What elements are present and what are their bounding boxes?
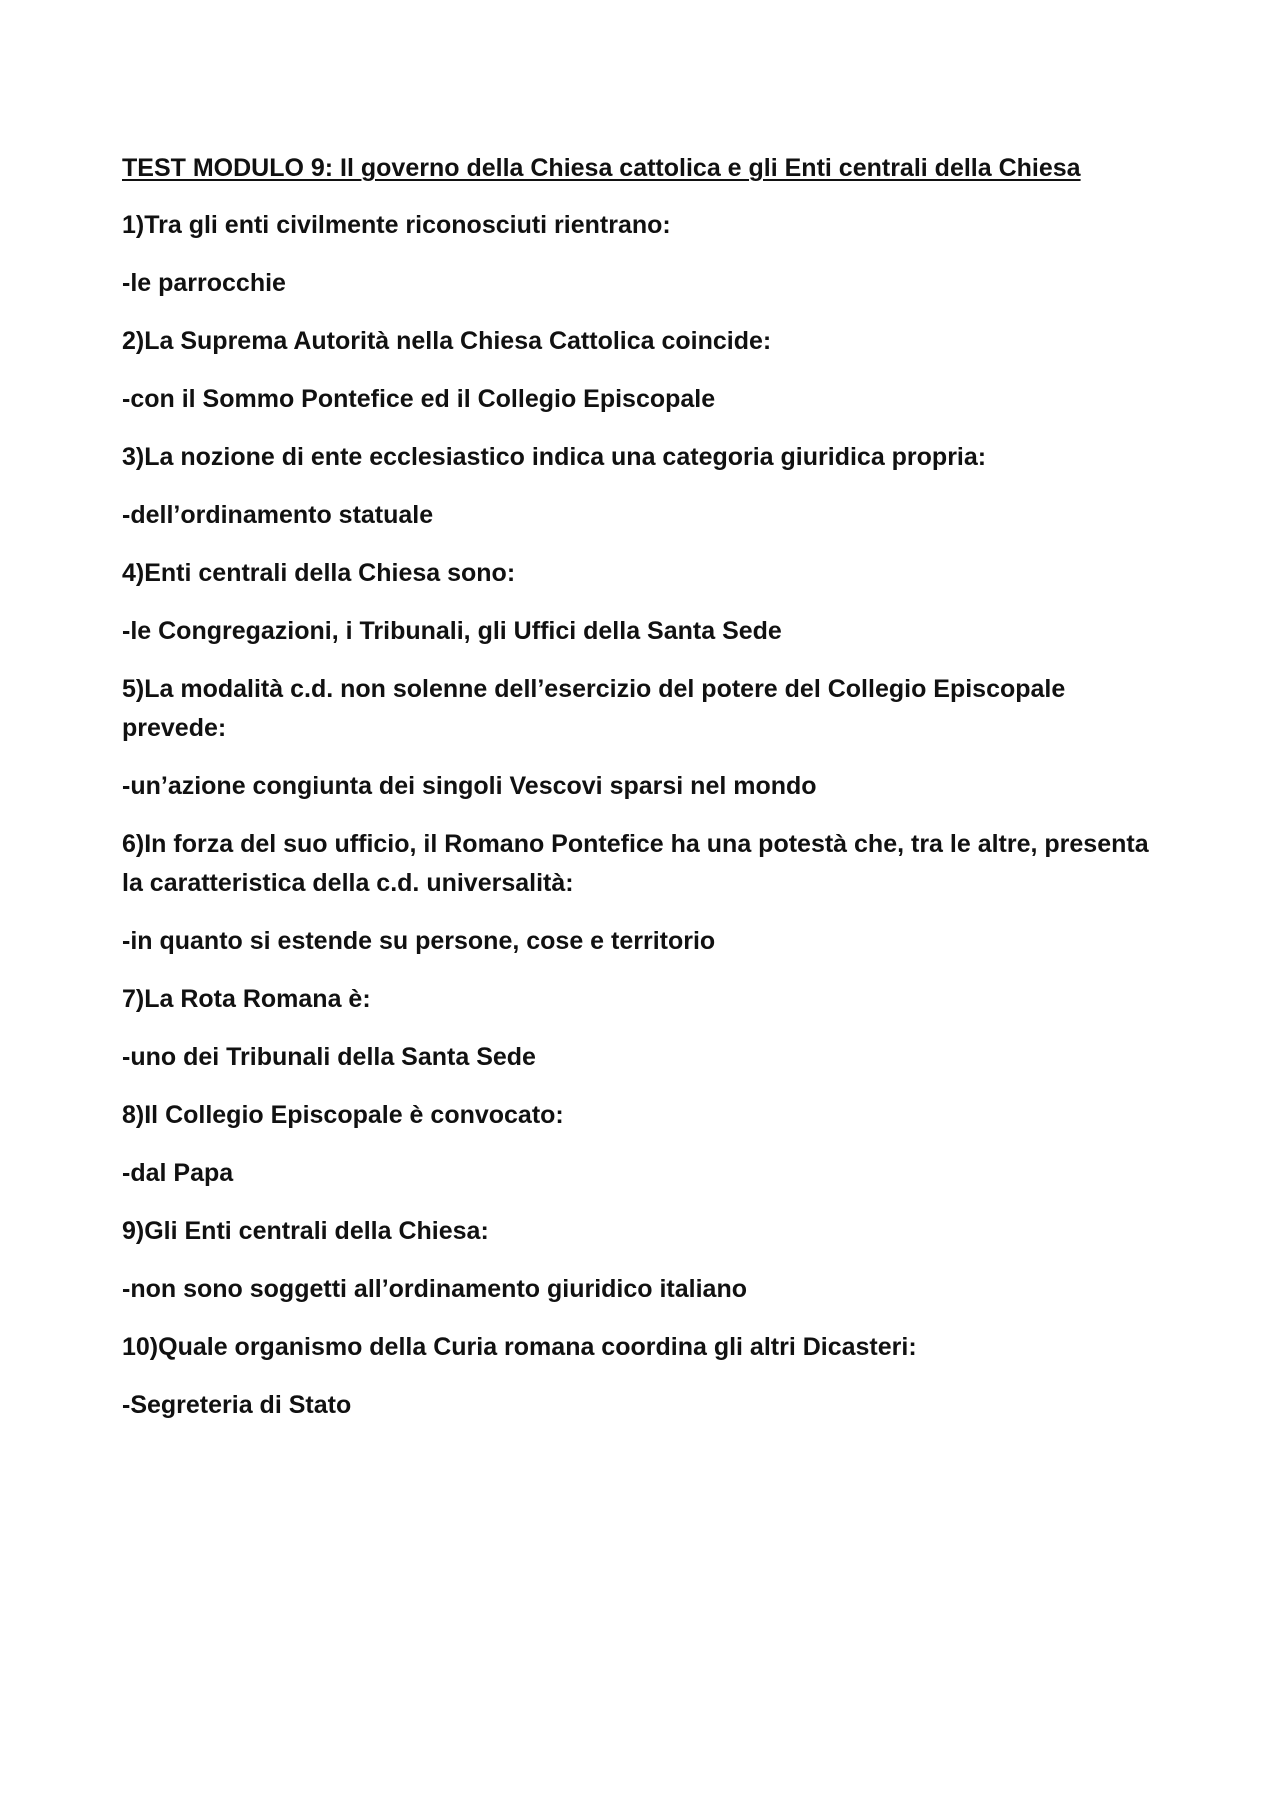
question-text: 10)Quale organismo della Curia romana coordina gli altri Dicasteri: — [122, 1333, 917, 1361]
answer-text: -con il Sommo Pontefice ed il Collegio Episcopale — [122, 385, 716, 413]
question-text: 8)Il Collegio Episcopale è convocato: — [122, 1101, 564, 1129]
document-page — [122, 152, 1162, 1444]
answer-text: -le Congregazioni, i Tribunali, gli Uffici della Santa Sede — [122, 617, 782, 645]
question-text: 9)Gli Enti centrali della Chiesa: — [122, 1217, 489, 1245]
answer-text: -dell’ordinamento statuale — [122, 501, 434, 529]
question-text: 7)La Rota Romana è: — [122, 985, 371, 1013]
document-title: TEST MODULO 9: Il governo della Chiesa cattolica e gli Enti centrali della Chiesa — [122, 154, 1081, 182]
question-text: 5)La modalità c.d. non solenne dell’esercizio del potere del Collegio Episcopale prevede: — [122, 675, 1066, 742]
answer-text: -non sono soggetti all’ordinamento giuridico italiano — [122, 1275, 747, 1303]
answer-text: -in quanto si estende su persone, cose e territorio — [122, 927, 716, 955]
question-text: 1)Tra gli enti civilmente riconosciuti rientrano: — [122, 211, 671, 239]
answer-text: -Segreteria di Stato — [122, 1391, 352, 1419]
answer-text: -uno dei Tribunali della Santa Sede — [122, 1043, 536, 1071]
question-text: 2)La Suprema Autorità nella Chiesa Cattolica coincide: — [122, 327, 772, 355]
question-text: 6)In forza del suo ufficio, il Romano Pontefice ha una potestà che, tra le altre, presenta la caratteristica della c.d. universalità: — [122, 830, 1149, 897]
question-text: 3)La nozione di ente ecclesiastico indica una categoria giuridica propria: — [122, 443, 987, 471]
answer-text: -un’azione congiunta dei singoli Vescovi sparsi nel mondo — [122, 772, 817, 800]
answer-text: -dal Papa — [122, 1159, 234, 1187]
answer-text: -le parrocchie — [122, 269, 286, 297]
question-text: 4)Enti centrali della Chiesa sono: — [122, 559, 516, 587]
question-answer-list — [122, 206, 1162, 1425]
